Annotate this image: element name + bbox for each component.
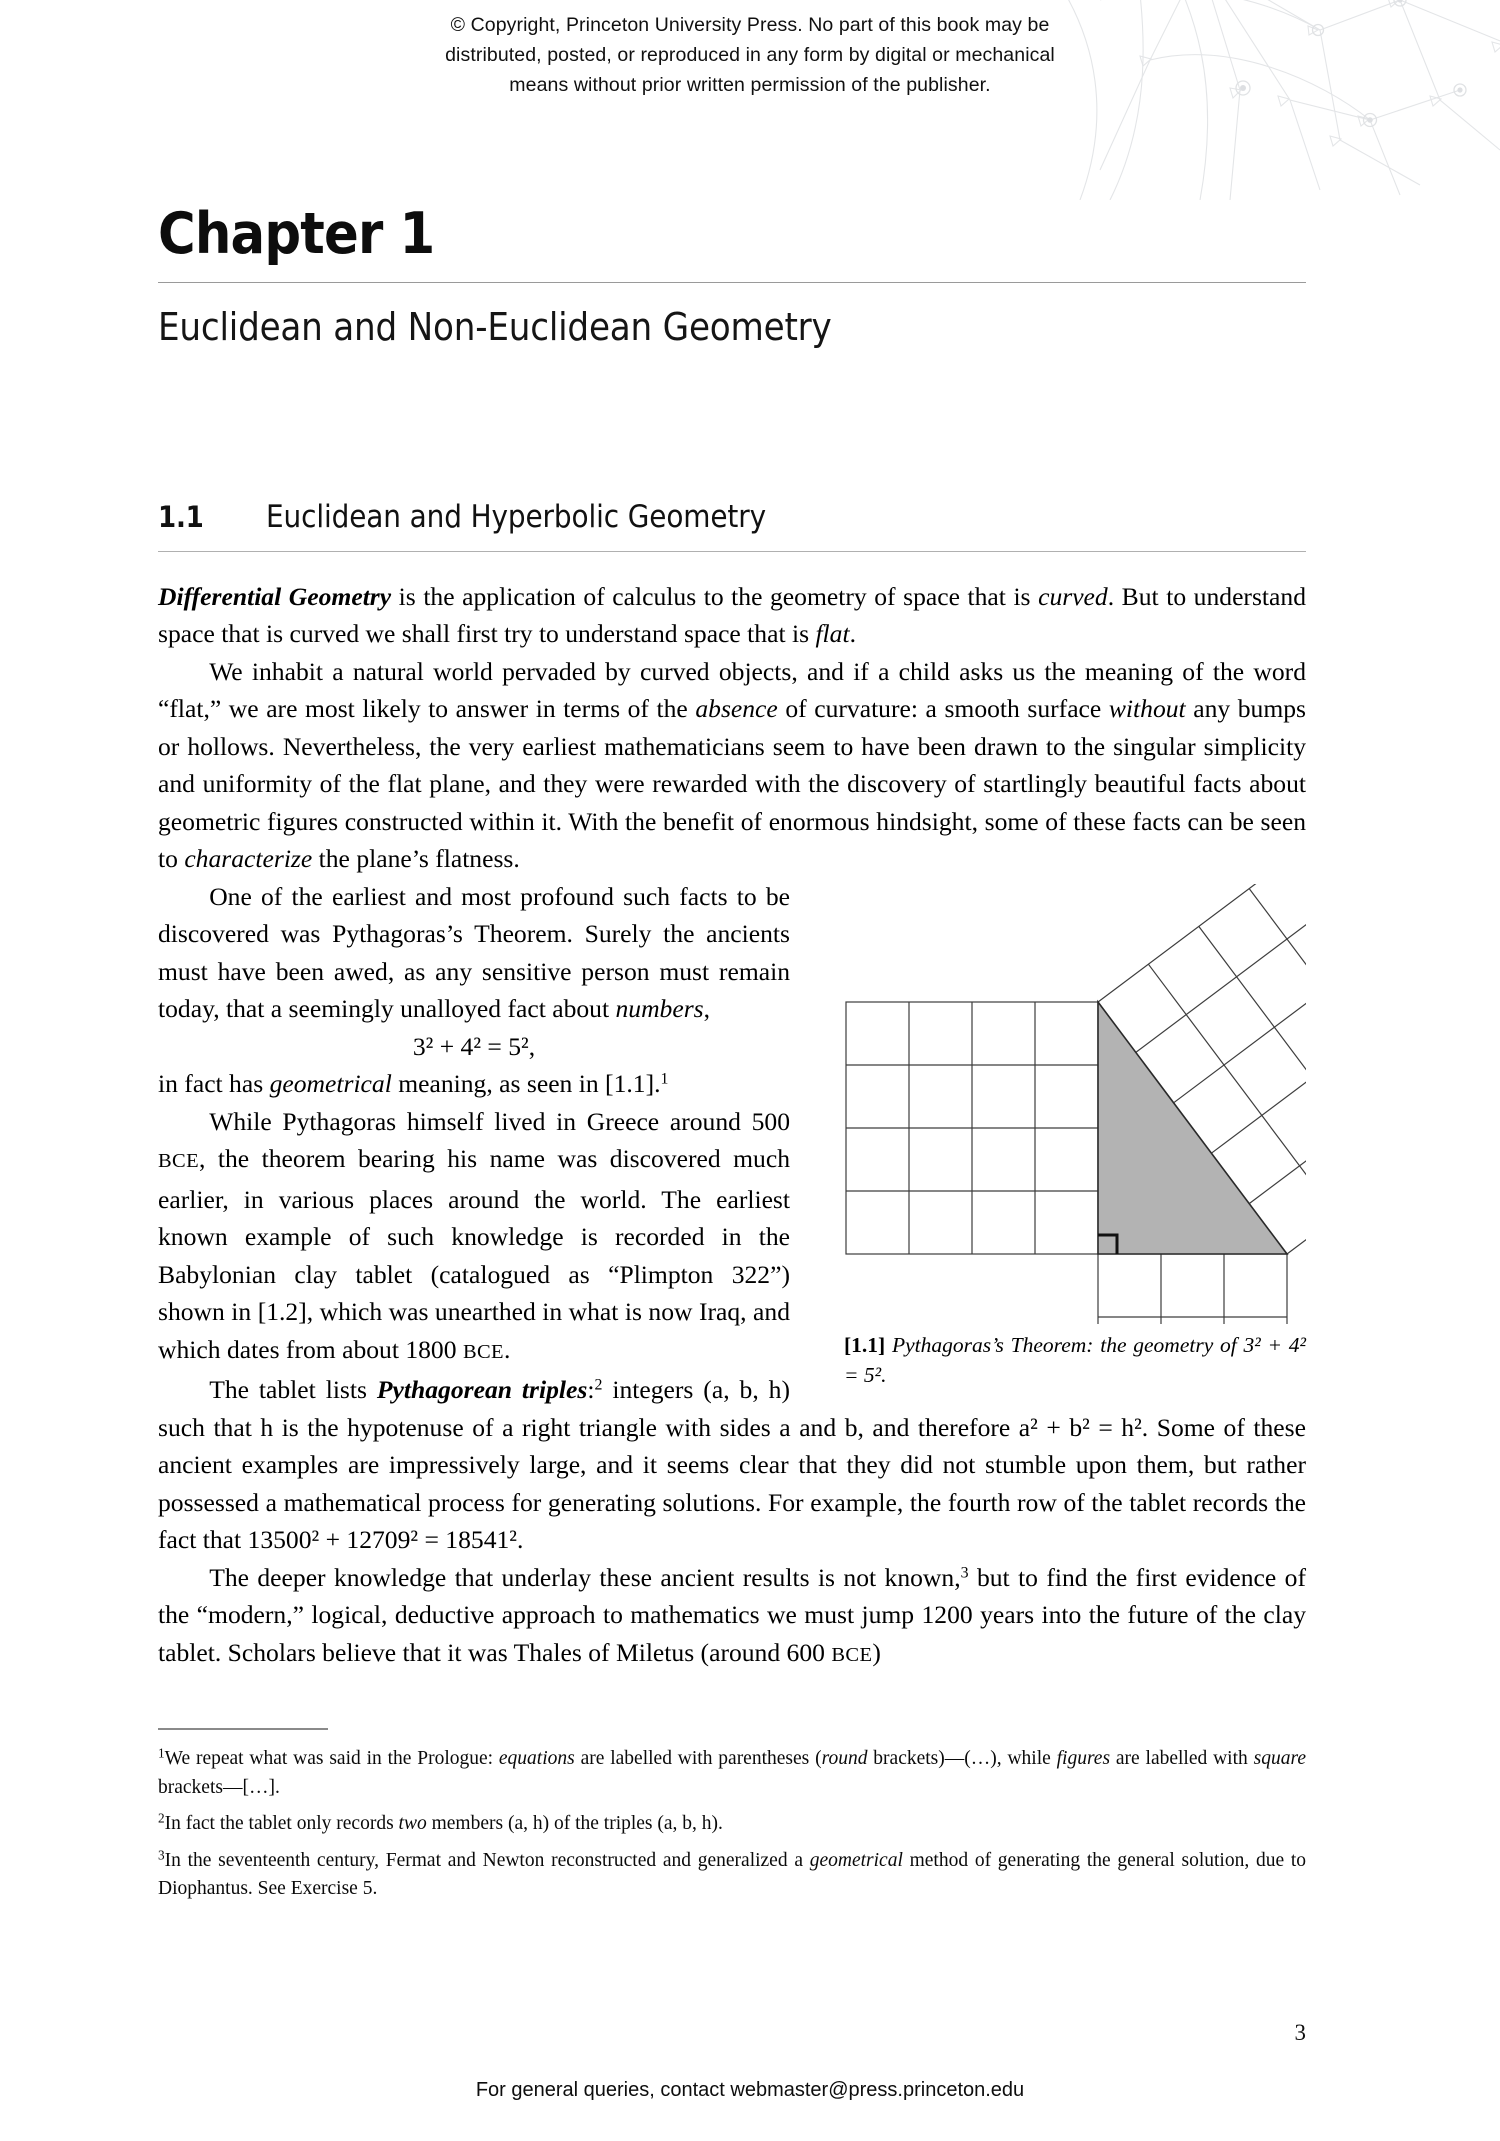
paragraph-2: We inhabit a natural world pervaded by curved objects, and if a child asks us the meaning of the word “flat,” we are most likely to answer in terms of the absence of curvature: a smooth surface without any bumps or hollows. Nevertheless, the very earliest mathematicians seem to have been drawn to the singular simplicity and uniformity of the flat plane, and they were rewarded with the discovery of startlingly beautiful facts about geometric figures constructed within it. With the benefit of enormous hindsight, some of these facts can be seen to characterize the plane’s flatness. xyxy=(158,656,1307,874)
paragraph-6: The deeper knowledge that underlay these ancient results is not known,$^3$ but to find the first evidence of the “modern,” logical, deductive approach to mathematics we must jump 1200 years into the future of the clay tablet. Scholars believe that it was Thales of Miletus (around 600 BCE) xyxy=(158,1562,1306,1667)
section-heading xyxy=(158,499,1306,535)
footnote-separator-rule xyxy=(158,1728,328,1730)
footer-banner: For general queries, contact webmaster@press.princeton.edu xyxy=(475,2079,1025,2101)
figure-caption-text: Pythagoras’s Theorem: the geometry of xyxy=(891,1332,1237,1357)
figure-label: [1.1] xyxy=(844,1332,886,1357)
section-number: 1.1 xyxy=(158,499,204,534)
display-equation-pythagoras: 3² + 4² = 5², xyxy=(412,1031,536,1061)
footnote-ref-3[interactable]: 3 xyxy=(960,1564,969,1582)
paragraph-3-cont: in fact has geometrical meaning, as seen in [1.1].$^1$ xyxy=(158,1069,669,1099)
paragraph-1: Differential Geometry is the application of calculus to the geometry of space that is curved. But to understand space that is curved we shall first try to understand space that is flat. xyxy=(158,581,1306,649)
term-differential-geometry: Differential Geometry xyxy=(158,581,392,611)
copyright-line-3: means without prior written permission of the publisher. xyxy=(509,74,991,96)
paragraph-4: While Pythagoras himself lived in Greece around 500 BCE, the theorem bearing his name was discovered much earlier, in various places around the world. The earliest known example of such knowledge is recorded in the Babylonian clay tablet (catalogued as “Plimpton 322”) shown in [1.2], which was unearthed in what is now Iraq, and which dates from about 1800 BCE. xyxy=(158,1106,790,1364)
figure-caption-equation: 3² + 4² = 5². xyxy=(844,1332,1307,1387)
footnote-ref-2[interactable]: 2 xyxy=(594,1376,603,1394)
footnote-2: $^2$In fact the tablet only records two members (a, h) of the triples (a, b, h). xyxy=(158,1810,723,1835)
figure-1-1 xyxy=(826,884,1306,1390)
term-pythagorean-triples: Pythagorean triples xyxy=(376,1375,588,1405)
chapter-rule xyxy=(158,282,1306,283)
figure-1-1-caption xyxy=(826,1330,1306,1390)
copyright-line-2: distributed, posted, or reproduced in any form by digital or mechanical xyxy=(445,44,1055,66)
footnote-ref-1[interactable]: 1 xyxy=(660,1070,669,1088)
paragraph-5: The tablet lists Pythagorean triples:$^2$ integers (a, b, h) such that h is the hypotenuse of a right triangle with sides a and b, and therefore a² + b² = h². Some of these ancient examples are impressively large, and it seems clear that they did not stumble upon them, but rather possessed a mathematical process for generating solutions. For example, the fourth row of the tablet records the fact that 13500² + 12709² = 18541². xyxy=(158,1375,1306,1555)
figure-1-1-diagram xyxy=(826,884,1306,1324)
section-rule xyxy=(158,551,1306,552)
pythagoras-diagram-svg xyxy=(826,884,1306,1324)
page-content xyxy=(158,0,1306,1912)
section-title: Euclidean and Hyperbolic Geometry xyxy=(266,498,766,535)
footnotes xyxy=(158,1745,1306,1904)
body-text xyxy=(158,578,1306,1675)
footnote-3: $^3$In the seventeenth century, Fermat and Newton reconstructed and generalized a geometrical method of generating the general solution, due to Diophantus. See Exercise 5. xyxy=(158,1847,1306,1900)
footnote-1: $^1$We repeat what was said in the Prologue: equations are labelled with parentheses (round brackets)—(…), while figures are labelled with square brackets—[…]. xyxy=(158,1745,1306,1798)
chapter-subtitle: Euclidean and Non-Euclidean Geometry xyxy=(158,304,832,349)
paragraph-3: One of the earliest and most profound such facts to be discovered was Pythagoras’s Theorem. Surely the ancients must have been awed, as any sensitive person must remain today, that a seemingly unalloyed fact about numbers, xyxy=(158,881,790,1024)
copyright-line-1: © Copyright, Princeton University Press. No part of this book may be xyxy=(450,14,1050,36)
chapter-title: Chapter 1 xyxy=(158,201,435,267)
page-number: 3 xyxy=(1294,2020,1306,2045)
